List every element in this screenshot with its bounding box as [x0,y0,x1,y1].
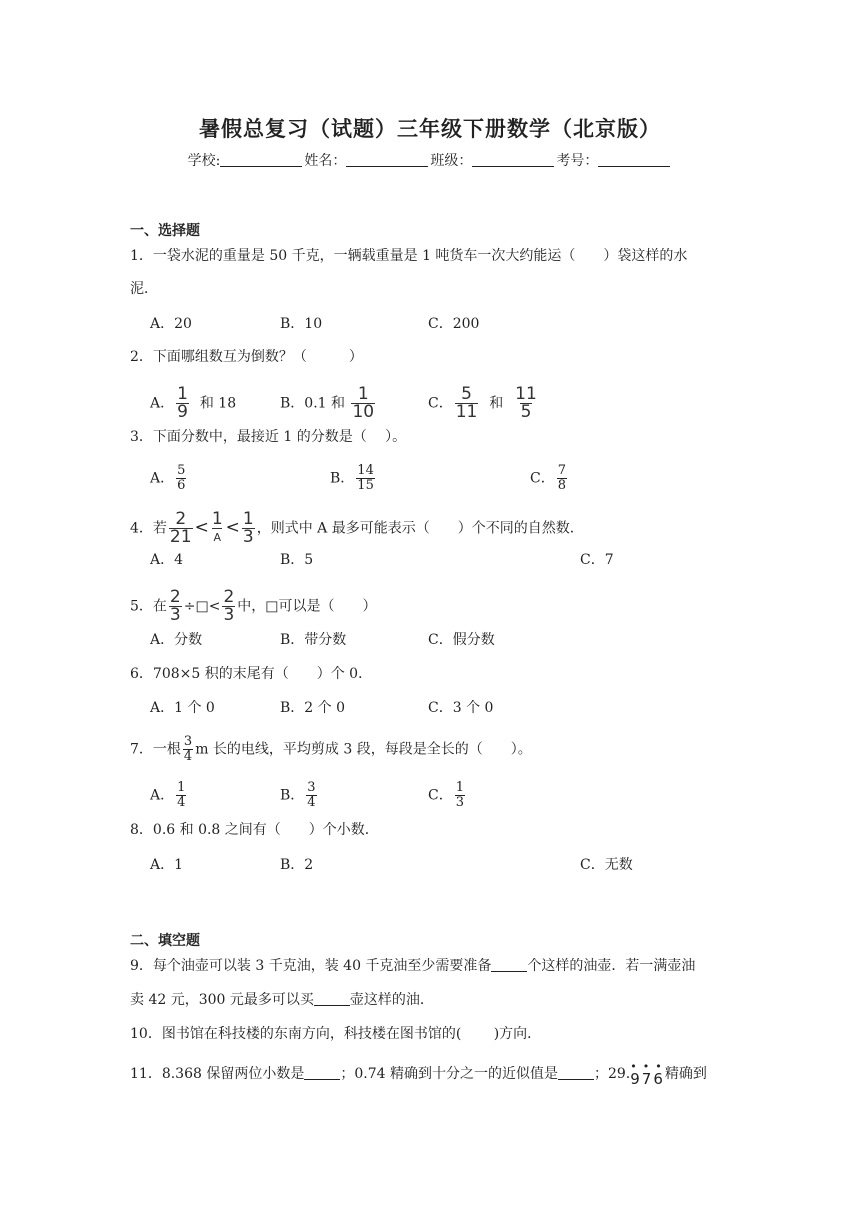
q4-option-b[interactable]: B．5 [280,552,314,568]
fraction [176,781,186,810]
numerator: 14 [357,463,374,478]
q2-option-c[interactable] [428,386,540,421]
answer-blank[interactable] [304,1065,340,1080]
denominator: 11 [455,402,478,422]
q5-option-b[interactable]: B．带分数 [280,632,347,648]
q3a-prefix: A． [150,470,175,487]
q3-option-b[interactable] [330,464,377,493]
numerator: 2 [175,509,187,529]
denominator: 3 [455,795,464,810]
repeat-dots: ••• [630,1060,668,1073]
q11-part1: 11．8.368 保留两位小数是 [130,1066,305,1082]
name-blank[interactable] [346,152,428,167]
question-5 [130,589,377,624]
school-label: 学校: [187,153,221,169]
q8-option-b[interactable]: B．2 [280,857,314,873]
less-than-sign: < [225,517,240,538]
q9-line1-pre: 9．每个油壶可以装 3 千克油，装 40 千克油至少需要准备 [130,958,492,974]
q8-option-a[interactable]: A．1 [150,857,184,873]
division-box-operator: ÷□< [183,598,221,615]
q7-option-c[interactable] [428,781,467,810]
denominator: 6 [177,478,186,493]
q5-suffix: 中，□可以是（ ） [237,598,377,615]
denominator: 9 [177,402,188,422]
q9-line2-pre: 卖 42 元，300 元最多可以买 [130,992,314,1008]
q3c-prefix: C． [530,470,555,487]
denominator: 8 [557,478,566,493]
q7-suffix: m 长的电线，平均剪成 3 段，每段是全长的（ ）。 [195,741,532,758]
fraction [211,511,224,546]
numerator: 11 [515,384,537,404]
name-label: 姓名： [304,153,347,169]
q9-line1-post: 个这样的油壶．若一满壶油 [527,958,696,974]
q3-option-a[interactable] [150,464,188,493]
q2a-suffix: 和 18 [199,395,237,412]
class-label: 班级： [430,153,473,169]
denominator: 4 [307,795,316,810]
student-info-line [0,150,860,170]
q5-prefix: 5．在 [130,598,167,615]
numerator: 1 [177,780,186,795]
q4-option-a[interactable]: A．4 [150,552,184,568]
answer-blank[interactable] [314,991,350,1006]
numerator: 5 [461,384,472,404]
fraction [455,386,479,421]
question-1-line1: 1．一袋水泥的重量是 50 千克，一辆载重量是 1 吨货车一次大约能运（ ）袋这样的水 [130,248,688,264]
q1-option-c[interactable]: C．200 [428,316,480,332]
fraction [514,386,538,421]
denominator: 3 [223,605,235,625]
fraction [351,386,375,421]
fraction [169,511,193,546]
denominator: 3 [169,605,181,625]
q7a-prefix: A． [150,787,175,804]
q11-part2: ；0.74 精确到十分之一的近似值是 [340,1066,558,1082]
q5-option-a[interactable]: A．分数 [150,632,203,648]
numerator: 3 [307,780,316,795]
q6-option-a[interactable]: A．1 个 0 [150,700,215,716]
q1-option-a[interactable]: A．20 [150,316,192,332]
q4-option-c[interactable]: C．7 [580,552,614,568]
q7-option-b[interactable] [280,781,319,810]
question-9-line1 [130,956,695,976]
numerator: 1 [242,509,254,529]
less-than-sign: < [194,517,209,538]
question-8: 8．0.6 和 0.8 之间有（ ）个小数． [130,822,379,838]
repeating-decimal-digits [630,1060,668,1089]
question-11 [130,1060,707,1089]
q2c-prefix: C． [428,395,453,412]
answer-blank[interactable] [558,1065,594,1080]
question-2: 2．下面哪组数互为倒数？（ ） [130,349,363,365]
numerator: 1 [357,384,369,404]
q2b-prefix: B．0.1 和 [280,395,346,412]
fraction [169,589,182,624]
denominator: 5 [520,402,532,422]
fraction [183,735,193,764]
q2-option-a[interactable] [150,386,236,421]
q11-part4: 精确到 [664,1066,707,1082]
page-title: 暑假总复习（试题）三年级下册数学（北京版） [199,116,661,141]
denominator: 10 [352,402,375,422]
section-heading-choice: 一、选择题 [130,223,200,239]
q7b-prefix: B． [280,787,305,804]
answer-blank[interactable] [491,957,527,972]
denominator: 3 [242,527,254,547]
fraction [176,464,186,493]
fraction [356,464,375,493]
numerator: 3 [183,734,193,749]
question-10: 10．图书馆在科技楼的东南方向，科技楼在图书馆的( )方向． [130,1026,542,1042]
question-9-line2 [130,990,434,1010]
question-7 [130,735,532,764]
numerator: 2 [223,587,235,607]
q4-prefix: 4．若 [130,520,167,537]
denominator: 21 [169,527,192,547]
numerator: 1 [177,384,188,404]
repeat-digits: 976 [630,1070,665,1088]
section-heading-fill: 二、填空题 [130,933,200,949]
denominator: 15 [357,478,374,493]
q2a-prefix: A． [150,395,175,412]
fraction [242,511,255,546]
fraction [455,781,465,810]
q7-prefix: 7．一根 [130,741,181,758]
question-3: 3．下面分数中，最接近 1 的分数是（ ）。 [130,429,407,445]
denominator: 4 [177,795,186,810]
question-6: 6．708×5 积的末尾有（ ）个 0． [130,666,373,682]
numerator: 5 [177,463,186,478]
numerator: 7 [557,463,566,478]
fraction [222,589,235,624]
q11-part3: ；29. [593,1066,631,1082]
question-4 [130,511,584,546]
fraction [557,464,567,493]
q6-option-b[interactable]: B．2 个 0 [280,700,346,716]
q7-option-a[interactable] [150,781,188,810]
fraction [176,386,189,421]
class-blank[interactable] [472,152,554,167]
q7c-prefix: C． [428,787,453,804]
numerator: 2 [169,587,181,607]
q8-option-c[interactable]: C．无数 [580,857,633,873]
question-1-line2: 泥． [130,281,158,297]
q6-option-c[interactable]: C．3 个 0 [428,700,494,716]
school-blank[interactable] [220,152,302,167]
denominator: A [212,528,222,546]
exam-no-label: 考号： [556,153,599,169]
numerator: 1 [455,780,464,795]
q2c-and: 和 [489,395,504,412]
denominator: 4 [183,749,193,764]
q4-suffix: ，则式中 A 最多可能表示（ ）个不同的自然数． [256,520,584,537]
q3b-prefix: B． [330,470,355,487]
numerator: 1 [211,509,223,529]
fraction [306,781,316,810]
q5-option-c[interactable]: C．假分数 [428,632,495,648]
q2-option-b[interactable] [280,386,377,421]
q3-option-c[interactable] [530,464,569,493]
q1-option-b[interactable]: B．10 [280,316,323,332]
exam-no-blank[interactable] [598,152,670,167]
q9-line2-post: 壶这样的油． [349,992,434,1008]
